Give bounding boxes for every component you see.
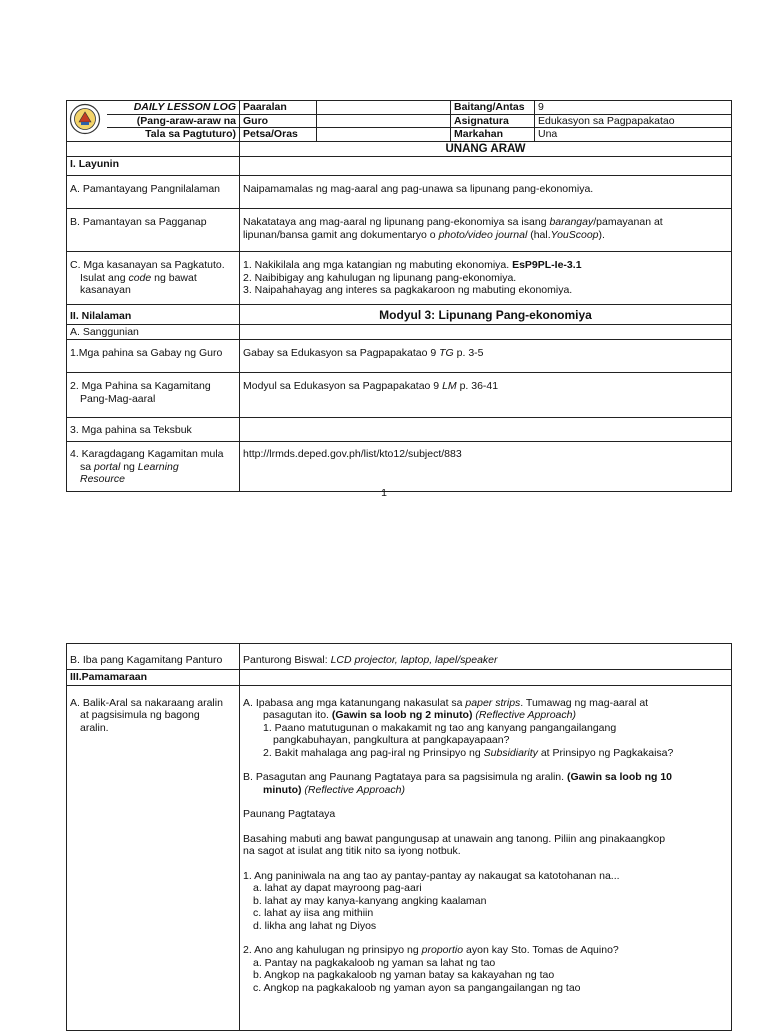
lrmds-link[interactable]: http://lrmds.deped.gov.ph/list/kto12/subject/883 [240,442,732,492]
question-2: 2. Ano ang kahulugan ng prinsipyo ng proportio ayon kay Sto. Tomas de Aquino? [243,944,619,956]
layunin-heading: I. Layunin [67,157,240,176]
paunang-pagtataya-title: Paunang Pagtataya [243,808,336,820]
pamantayang-pangnilalaman-label: A. Pamantayang Pangnilalaman [67,176,240,209]
guro-value[interactable] [317,114,451,128]
list-item: b. Angkop na pagkakaloob ng yaman batay sa kakayahan ng tao [253,969,555,981]
list-item: 2. Naibibigay ang kahulugan ng lipunang pang-ekonomiya. [243,271,517,284]
karagdagan-label: 4. Karagdagang Kagamitan mula sa portal ng Learning Resource [67,442,240,492]
asignatura-label: Asignatura [451,114,535,128]
list-item: c. Angkop na pagkakaloob ng yaman ayon sa pangangailangan ng tao [253,981,581,994]
pamamaraan-heading: III.Pamamaraan [67,670,240,686]
list-item: 2. Bakit mahalaga ang pag-iral ng Prinsipyo ng Subsidiarity at Prinsipyo ng Pagkakaisa? [263,746,674,759]
paaralan-label: Paaralan [240,101,317,115]
kasanayan-label: C. Mga kasanayan sa Pagkatuto. Isulat ang code ng bawat kasanayan [67,252,240,305]
markahan-value: Una [535,128,732,142]
list-item: a. lahat ay dapat mayroong pag-aari [253,882,422,894]
lesson-log-table-page2 [66,643,732,1031]
list-item: a. Pantay na pagkakaloob ng yaman sa lahat ng tao [253,956,496,969]
competency-code: EsP9PL-Ie-3.1 [512,259,582,271]
lesson-log-table-page1 [66,100,732,492]
nilalaman-heading: II. Nilalaman [67,305,240,325]
list-item: 1. Nakikilala ang mga katangian ng mabuting ekonomiya. EsP9PL-Ie-3.1 [243,259,582,271]
module-title: Modyul 3: Lipunang Pang-ekonomiya [240,305,732,325]
petsa-value[interactable] [317,128,451,142]
dll-title-line2: (Pang-araw-araw na [107,114,240,128]
sanggunian-label: A. Sanggunian [67,324,240,340]
page-number: 1 [381,487,387,499]
list-item: d. likha ang lahat ng Diyos [253,919,377,932]
pamantayan-pagganap-label: B. Pamantayan sa Pagganap [67,209,240,252]
dll-title-line1: DAILY LESSON LOG [107,101,240,115]
gabay-label: 1.Mga pahina sa Gabay ng Guro [67,340,240,373]
day-title: UNANG ARAW [240,141,732,157]
petsa-label: Petsa/Oras [240,128,317,142]
list-item: 3. Naipahahayag ang interes sa pagkakaroon ng mabuting ekonomiya. [243,284,573,296]
list-item: b. lahat ay may kanya-kanyang angking kaalaman [253,894,487,907]
gabay-text: Gabay sa Edukasyon sa Pagpapakatao 9 TG p. 3-5 [240,340,732,373]
logo-cell [67,101,107,142]
iba-kagamitan-text: Panturong Biswal: LCD projector, laptop, lapel/speaker [240,644,732,670]
day-label-spacer [67,141,240,157]
baitang-value: 9 [535,101,732,115]
list-item: c. lahat ay iisa ang mithiin [253,907,374,919]
deped-seal-icon [69,103,101,135]
kagamitan-label: 2. Mga Pahina sa Kagamitang Pang-Mag-aaral [67,373,240,418]
paaralan-value[interactable] [317,101,451,115]
list-item: 1. Paano matutugunan o makakamit ng tao ang kanyang pangangailangang [263,721,617,734]
pamantayan-pagganap-text: Nakatataya ang mag-aaral ng lipunang pang-ekonomiya sa isang barangay/pamayanan at lipunan/bansa gamit ang dokumentaryo o photo/video journal (hal.YouScoop). [240,209,732,252]
balik-aral-label: A. Balik-Aral sa nakaraang aralin at pagsisimula ng bagong aralin. [67,685,240,1030]
balik-aral-content: A. Ipabasa ang mga katanungang nakasulat sa paper strips. Tumawag ng mag-aaral at pasagutan ito. (Gawin sa loob ng 2 minuto) (Reflective Approach) 1. Paano matutugunan o makakamit ng tao ang kanyang pangangailangang pangkabuhayan, pangkultura at pangkapayapaan? 2. Bakit mahalaga ang pag-iral ng Prinsipyo ng Subsidiarity at Prinsipyo ng Pagkakaisa? B. Pasagutan ang Paunang Pagtataya para sa pagsisimula ng aralin. (Gawin sa loob ng 10 minuto) (Reflective Approach) Paunang Pagtataya Basahing mabuti ang bawat pangungusap at unawain ang tanong. Piliin ang pinakaangkop na sagot at isulat ang titik nito sa iyong notbuk. 1. Ang paniniwala na ang tao ay pantay-pantay ay nakaugat sa katotohanan na... a. lahat ay dapat mayroong pag-aari b. lahat ay may kanya-kanyang angking kaalaman c. lahat ay iisa ang mithiin d. likha ang lahat ng Diyos 2. Ano ang kahulugan ng prinsipyo ng proportio ayon kay Sto. Tomas de Aquino? a. Pantay na pagkakaloob ng yaman sa lahat ng tao b. Angkop na pagkakaloob ng yaman batay sa kakayahan ng tao c. Angkop na pagkakaloob ng yaman ayon sa pangangailangan ng tao [240,685,732,1030]
asignatura-value: Edukasyon sa Pagpapakatao [535,114,732,128]
iba-kagamitan-label: B. Iba pang Kagamitang Panturo [67,644,240,670]
markahan-label: Markahan [451,128,535,142]
question-1: 1. Ang paniniwala na ang tao ay pantay-pantay ay nakaugat sa katotohanan na... [243,869,620,882]
dll-title-line3: Tala sa Pagtuturo) [107,128,240,142]
kasanayan-list [240,252,732,305]
teksbuk-label: 3. Mga pahina sa Teksbuk [67,418,240,442]
kagamitan-text: Modyul sa Edukasyon sa Pagpapakatao 9 LM p. 36-41 [240,373,732,418]
pamantayang-pangnilalaman-text: Naipamamalas ng mag-aaral ang pag-unawa sa lipunang pang-ekonomiya. [240,176,732,209]
baitang-label: Baitang/Antas [451,101,535,115]
guro-label: Guro [240,114,317,128]
